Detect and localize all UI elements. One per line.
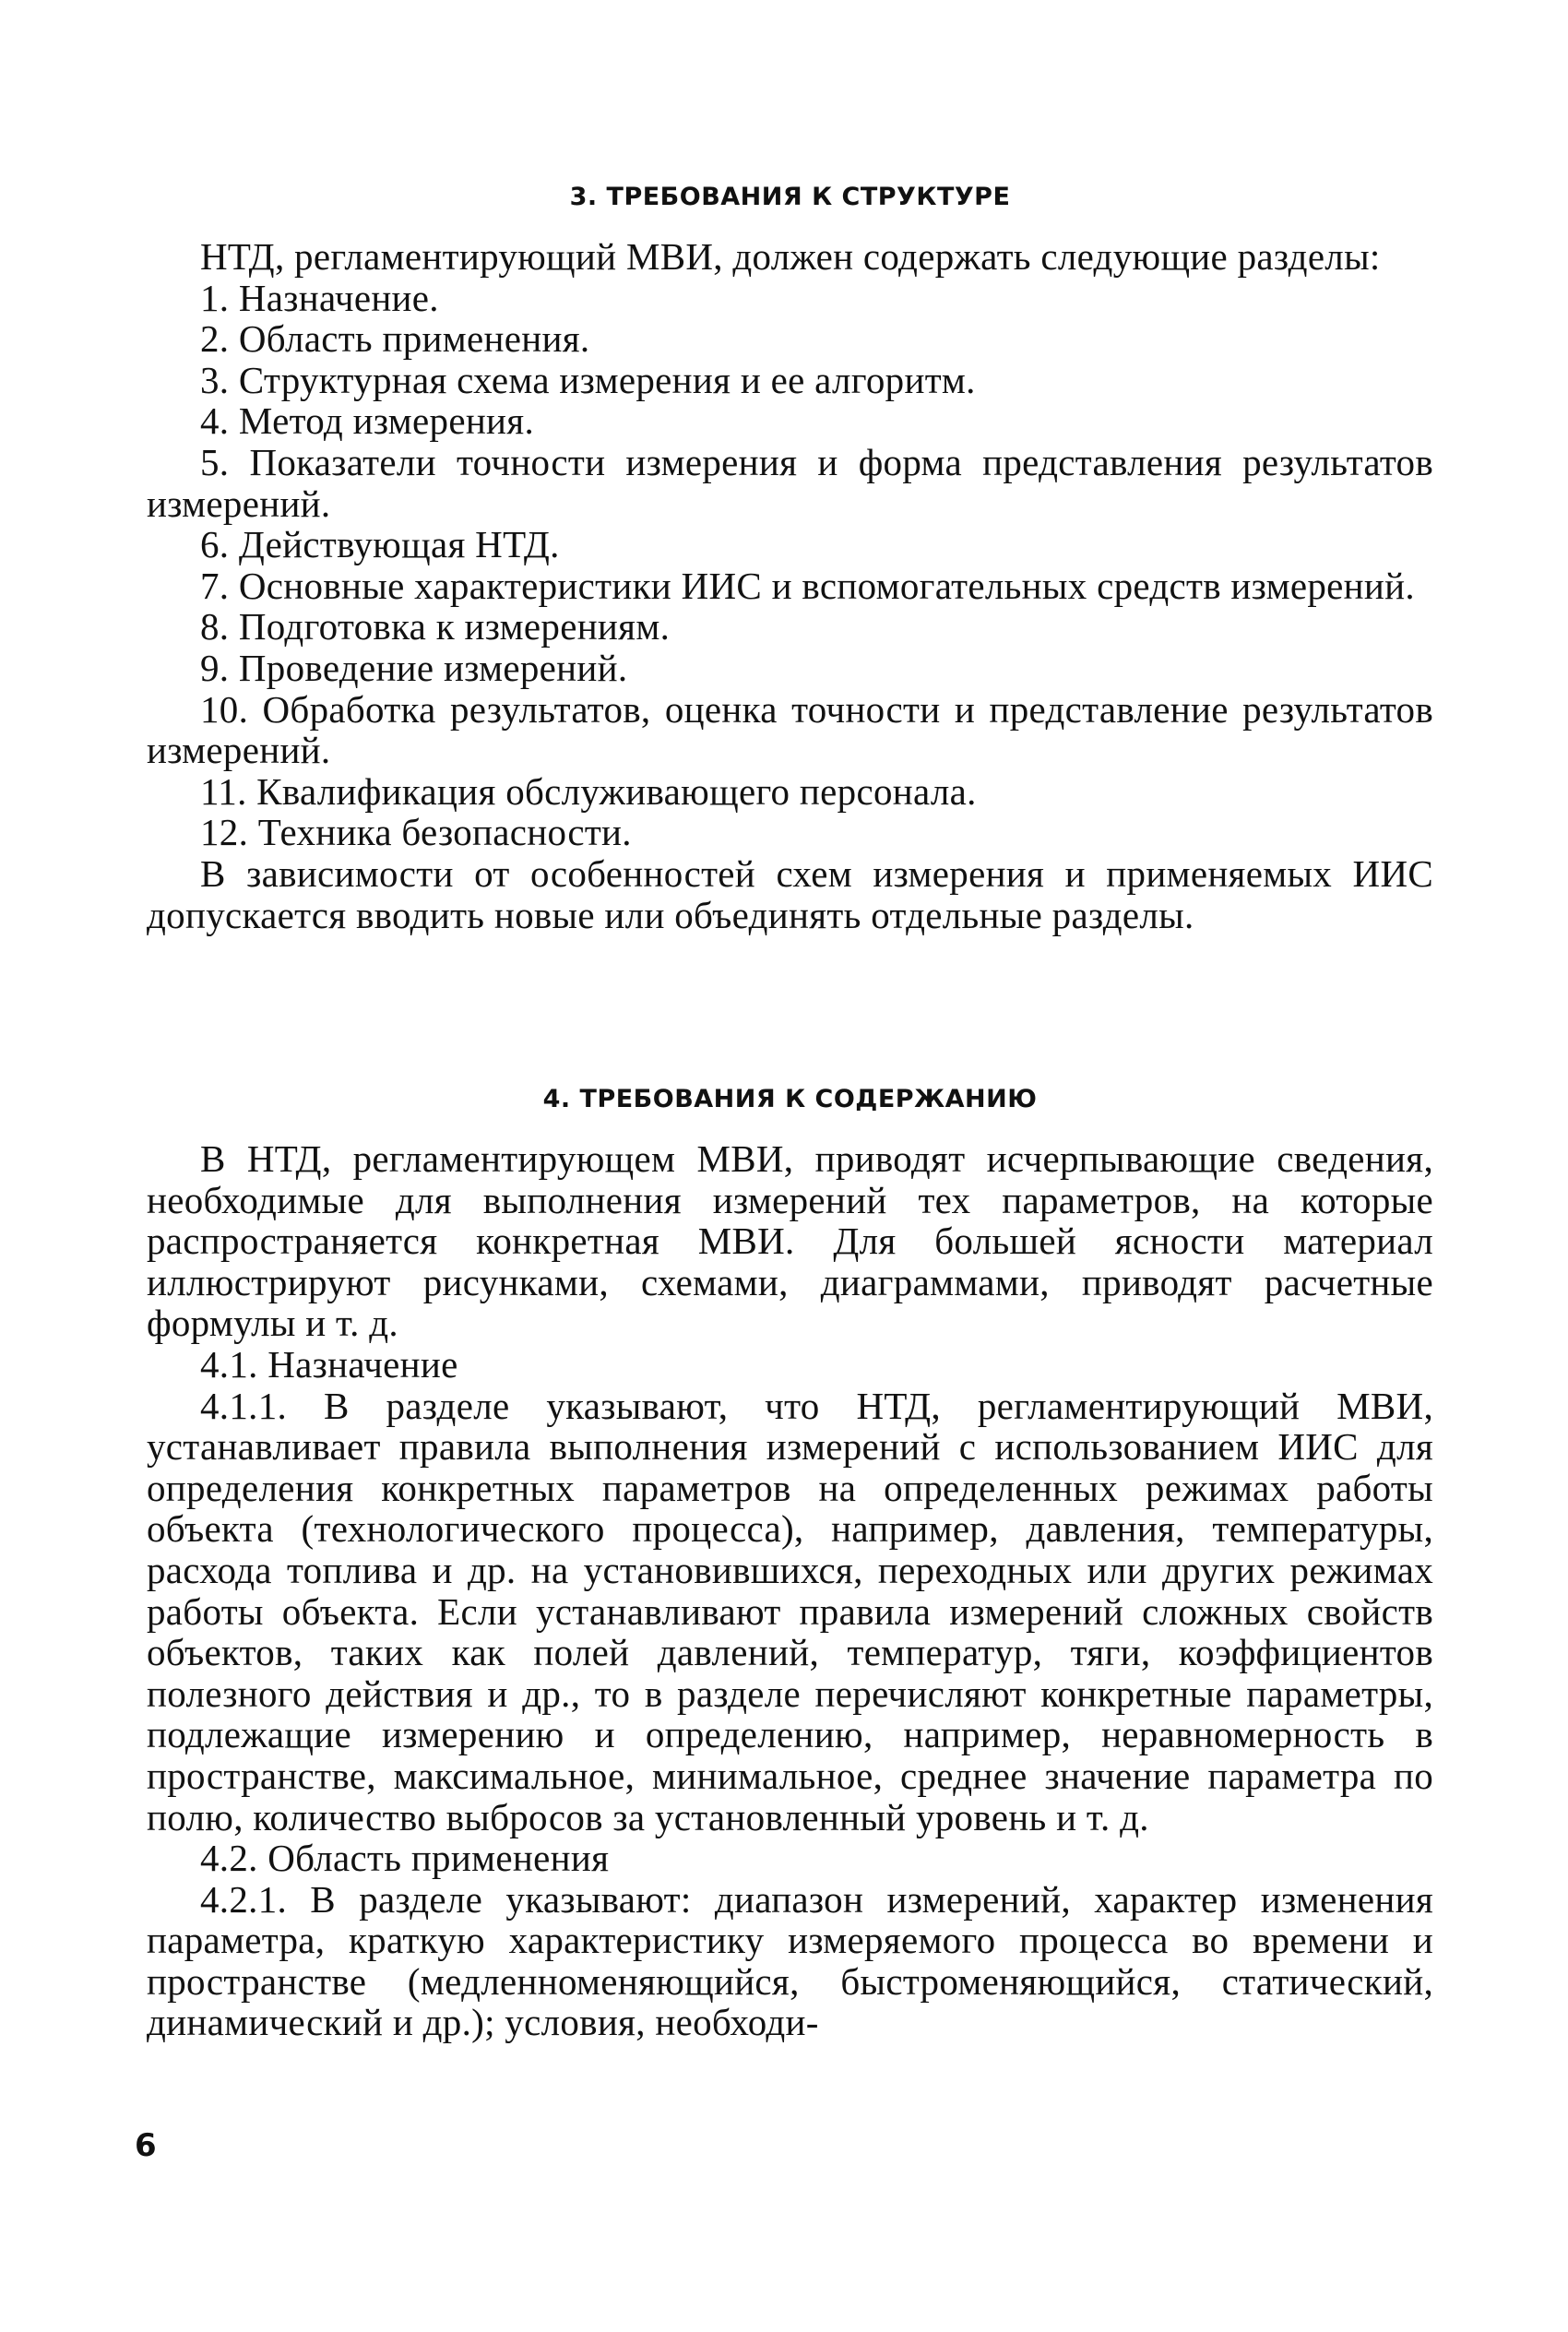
section-3-item-9: 9. Проведение измерений. [200, 646, 628, 689]
section-3-intro: НТД, регламентирующий МВИ, должен содержать следующие разделы: [200, 235, 1381, 278]
section-3-item-3: 3. Структурная схема измерения и ее алгоритм. [200, 358, 976, 401]
paragraph-4-2-1: 4.2.1. В разделе указывают: диапазон измерений, характер изменения параметра, краткую характеристику измеряемого процесса во времени и пространстве (медленноменяющийся, быстроменяющийся, статический, динамический и др.); условия, необходи- [147, 1877, 1433, 2044]
section-3-item-5: 5. Показатели точности измерения и форма представления результатов измерений. [147, 440, 1433, 525]
section-4-intro: В НТД, регламентирующем МВИ, приводят исчерпывающие сведения, необходимые для выполнения измерений тех параметров, на которые распространяется конкретная МВИ. Для большей ясности материал иллюстрируют рисунками, схемами, диаграммами, приводят расчетные формулы и т. д. [147, 1137, 1433, 1345]
section-3-title: 3. ТРЕБОВАНИЯ К СТРУКТУРЕ [569, 183, 1011, 211]
section-3-item-12: 12. Техника безопасности. [200, 811, 632, 854]
section-3-item-10: 10. Обработка результатов, оценка точности и представление результатов измерений. [147, 687, 1433, 772]
section-3-item-11: 11. Квалификация обслуживающего персонала. [200, 769, 977, 813]
paragraph-4-1-1: 4.1.1. В разделе указывают, что НТД, регламентирующий МВИ, устанавливает правила выполнения измерений с использованием ИИС для определения конкретных параметров на определенных режимах работы объекта (технологического процесса), например, давления, температуры, расхода топлива и др. на установившихся, переходных или других режимах работы объекта. Если устанавливают правила измерений сложных свойств объектов, таких как полей давлений, температур, тяги, коэффициентов полезного действия и др., то в разделе перечисляют конкретные параметры, подлежащие измерению и определению, например, неравномерность в пространстве, максимальное, минимальное, среднее значение параметра по полю, количество выбросов за установленный уровень и т. д. [147, 1384, 1433, 1838]
section-3-item-7: 7. Основные характеристики ИИС и вспомогательных средств измерений. [200, 564, 1415, 607]
section-4-title: 4. ТРЕБОВАНИЯ К СОДЕРЖАНИЮ [542, 1085, 1038, 1113]
section-3-item-4: 4. Метод измерения. [200, 399, 535, 443]
section-3-closing: В зависимости от особенностей схем измерения и применяемых ИИС допускается вводить новые или объединять отдельные разделы. [147, 851, 1433, 936]
section-3-item-8: 8. Подготовка к измерениям. [200, 605, 671, 648]
subsection-4-1-heading: 4.1. Назначение [200, 1342, 458, 1386]
page-number: 6 [135, 2127, 157, 2164]
subsection-4-2-heading: 4.2. Область применения [200, 1837, 610, 1880]
section-3-item-6: 6. Действующая НТД. [200, 523, 560, 566]
section-4-body [147, 1138, 1433, 2043]
section-3-item-2: 2. Область применения. [200, 317, 590, 361]
section-3-body [147, 236, 1433, 935]
section-3-item-1: 1. Назначение. [200, 276, 439, 319]
